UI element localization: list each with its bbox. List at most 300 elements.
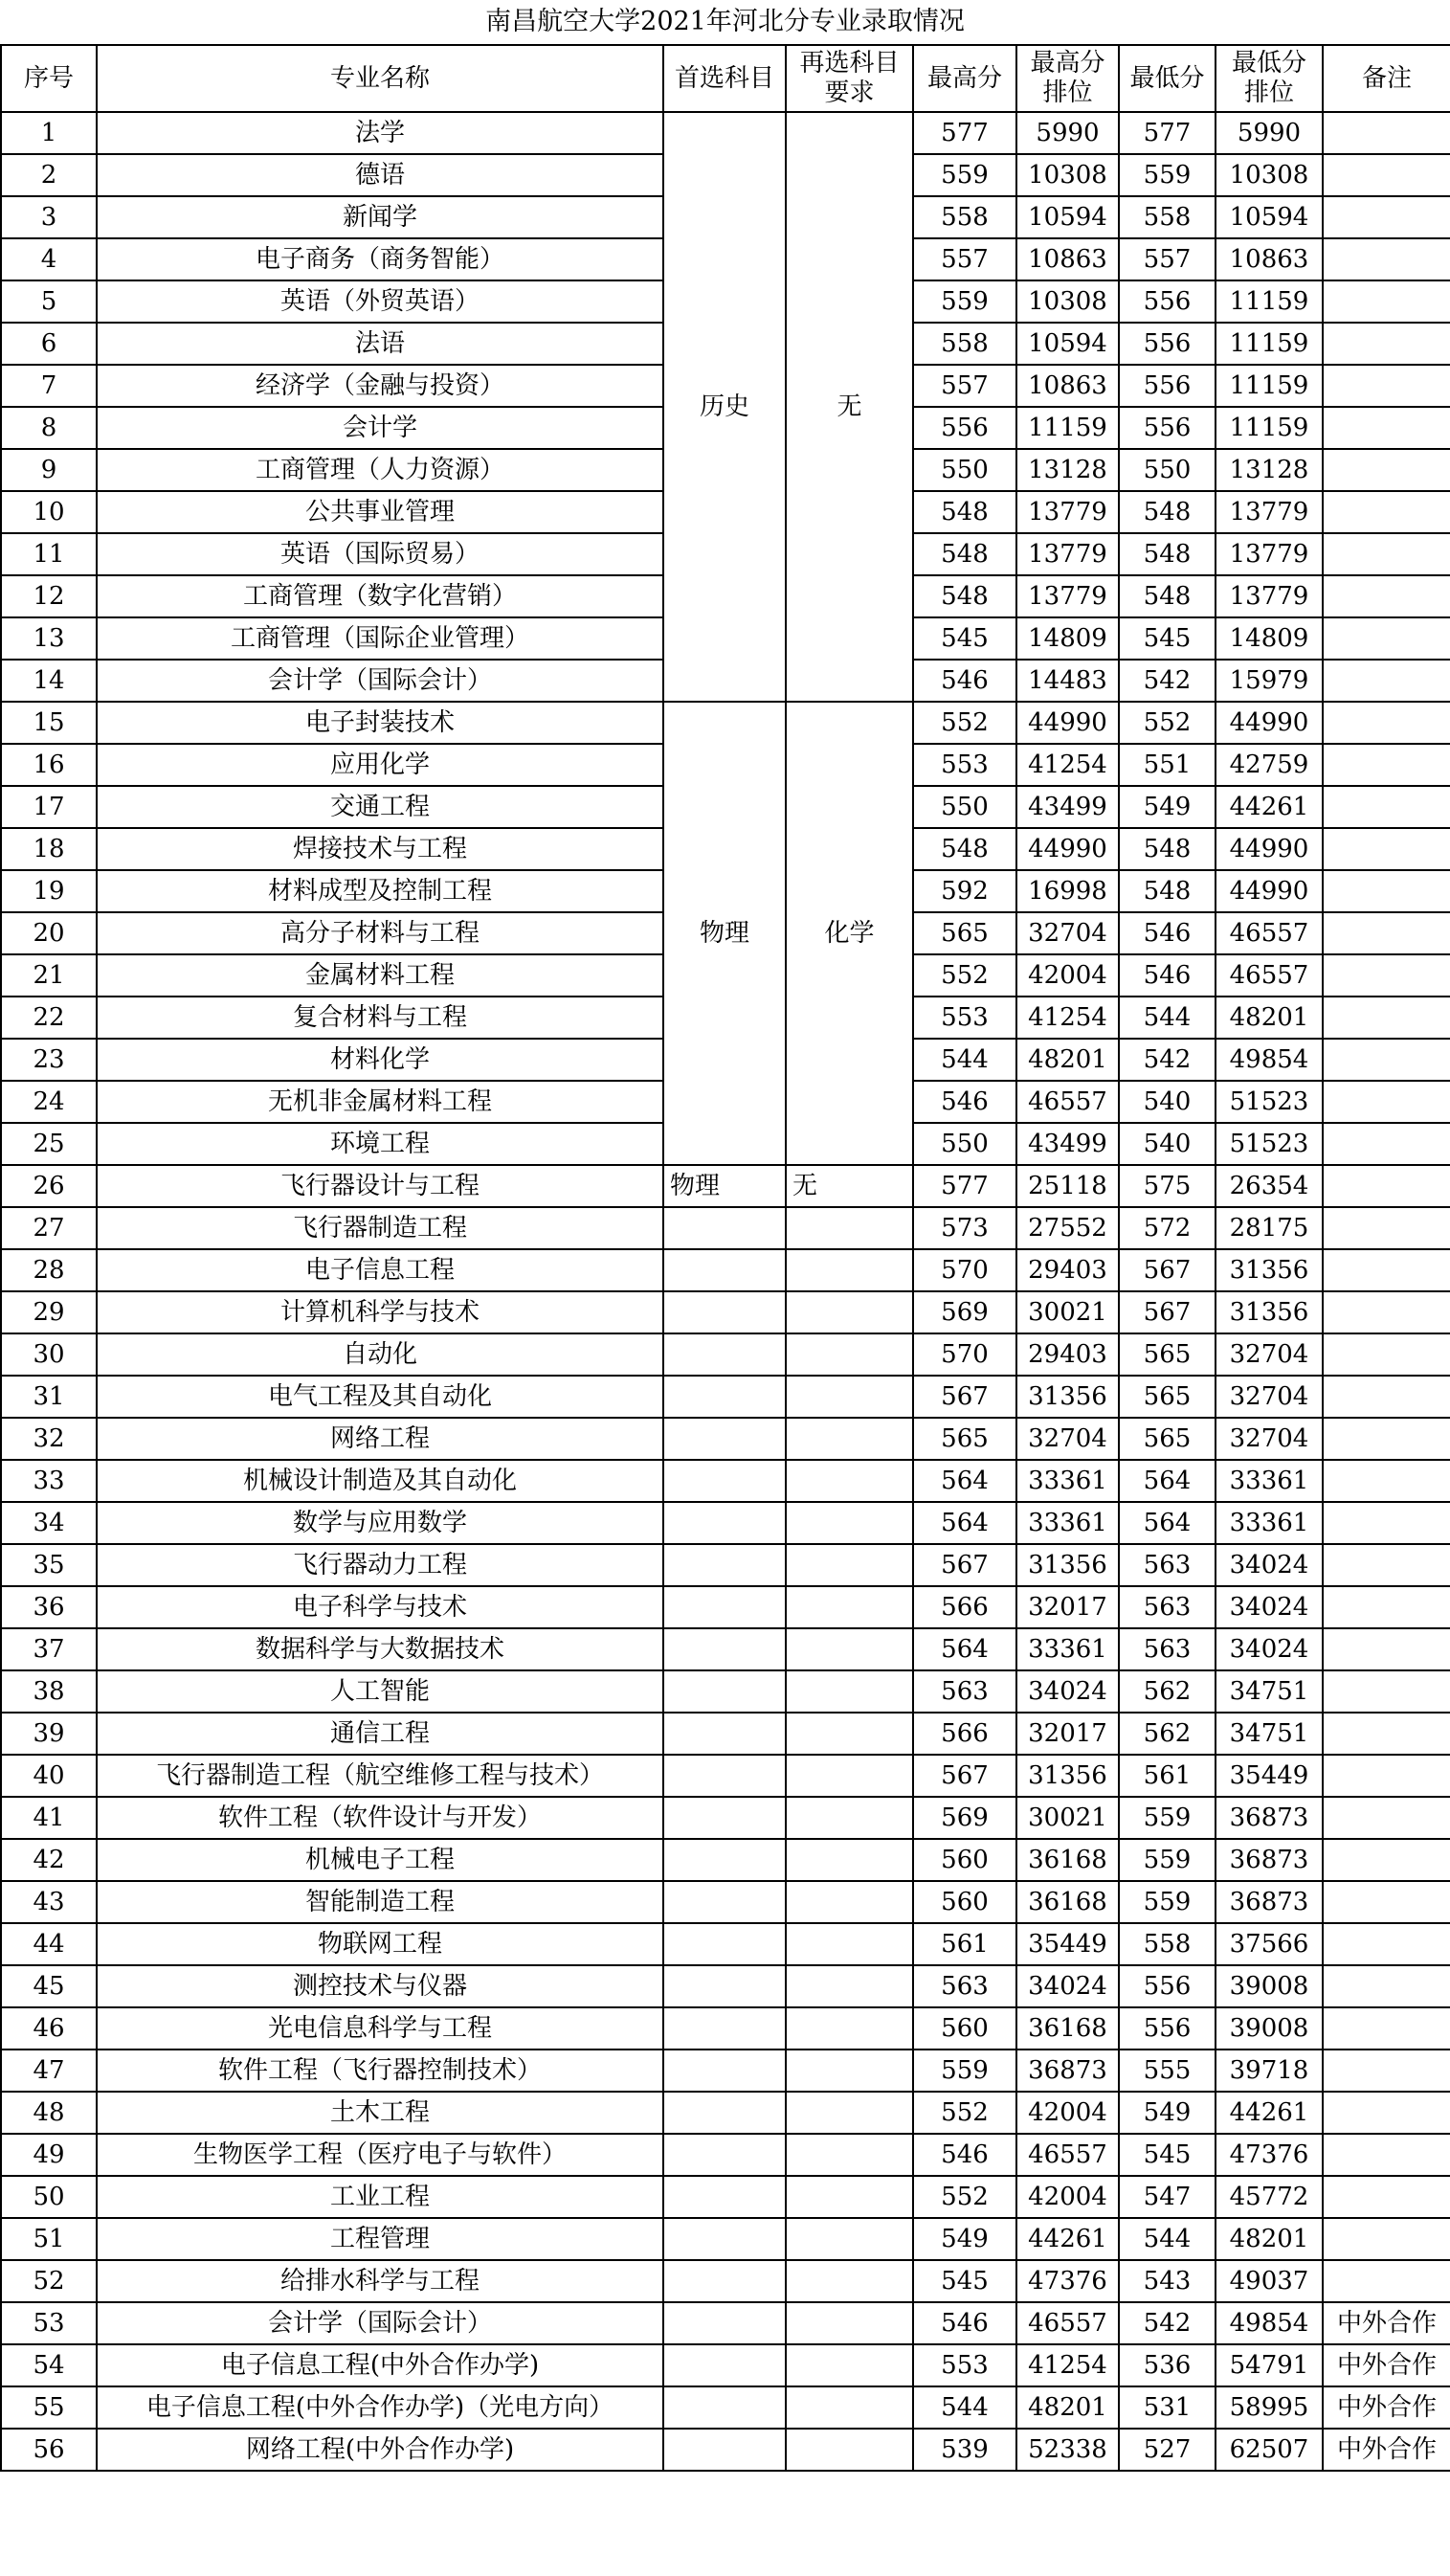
cell-min-score: 544	[1119, 997, 1216, 1039]
cell-first-subject	[663, 1670, 786, 1713]
cell-max-rank: 48201	[1016, 1039, 1119, 1081]
cell-max-score: 545	[913, 617, 1016, 660]
cell-min-score: 531	[1119, 2386, 1216, 2429]
cell-second-subject	[786, 2050, 913, 2092]
cell-max-rank: 36873	[1016, 2050, 1119, 2092]
cell-min-score: 549	[1119, 786, 1216, 828]
cell-first-subject	[663, 2176, 786, 2218]
cell-max-rank: 10863	[1016, 365, 1119, 407]
cell-note	[1323, 744, 1450, 786]
table-row	[1, 1713, 1450, 1755]
cell-min-rank: 34751	[1216, 1713, 1323, 1755]
cell-max-score: 563	[913, 1965, 1016, 2007]
cell-max-score: 577	[913, 1165, 1016, 1207]
cell-min-rank: 13779	[1216, 533, 1323, 575]
table-row	[1, 2429, 1450, 2471]
cell-no: 4	[1, 238, 97, 280]
cell-major: 机械设计制造及其自动化	[97, 1460, 663, 1502]
cell-max-rank: 29403	[1016, 1249, 1119, 1291]
cell-max-rank: 10308	[1016, 280, 1119, 323]
cell-max-score: 559	[913, 2050, 1016, 2092]
cell-min-score: 563	[1119, 1544, 1216, 1586]
cell-max-rank: 44261	[1016, 2218, 1119, 2260]
cell-max-rank: 44990	[1016, 828, 1119, 870]
table-row	[1, 1923, 1450, 1965]
cell-note	[1323, 112, 1450, 154]
cell-max-rank: 41254	[1016, 2344, 1119, 2386]
cell-max-rank: 42004	[1016, 2176, 1119, 2218]
cell-min-score: 548	[1119, 870, 1216, 912]
cell-major: 经济学（金融与投资）	[97, 365, 663, 407]
cell-no: 26	[1, 1165, 97, 1207]
cell-min-score: 557	[1119, 238, 1216, 280]
cell-note	[1323, 1713, 1450, 1755]
cell-min-rank: 34024	[1216, 1628, 1323, 1670]
cell-first-subject	[663, 2386, 786, 2429]
cell-major: 英语（外贸英语）	[97, 280, 663, 323]
cell-min-rank: 51523	[1216, 1123, 1323, 1165]
cell-no: 37	[1, 1628, 97, 1670]
cell-no: 38	[1, 1670, 97, 1713]
cell-major: 数据科学与大数据技术	[97, 1628, 663, 1670]
cell-no: 19	[1, 870, 97, 912]
cell-major: 电子封装技术	[97, 702, 663, 744]
cell-max-score: 550	[913, 449, 1016, 491]
cell-first-subject	[663, 2218, 786, 2260]
cell-max-rank: 31356	[1016, 1544, 1119, 1586]
cell-major: 会计学（国际会计）	[97, 2302, 663, 2344]
cell-max-rank: 32017	[1016, 1586, 1119, 1628]
cell-min-score: 558	[1119, 196, 1216, 238]
table-row	[1, 2386, 1450, 2429]
cell-min-rank: 54791	[1216, 2344, 1323, 2386]
cell-min-rank: 13128	[1216, 449, 1323, 491]
cell-major: 网络工程(中外合作办学)	[97, 2429, 663, 2471]
table-row	[1, 1797, 1450, 1839]
cell-note	[1323, 2092, 1450, 2134]
cell-max-score: 560	[913, 1839, 1016, 1881]
cell-note	[1323, 323, 1450, 365]
table-row	[1, 1670, 1450, 1713]
cell-max-rank: 10308	[1016, 154, 1119, 196]
cell-min-rank: 36873	[1216, 1797, 1323, 1839]
cell-note	[1323, 1249, 1450, 1291]
cell-note	[1323, 1965, 1450, 2007]
cell-max-score: 546	[913, 1081, 1016, 1123]
cell-min-score: 556	[1119, 365, 1216, 407]
cell-major: 软件工程（飞行器控制技术）	[97, 2050, 663, 2092]
cell-max-score: 570	[913, 1333, 1016, 1376]
cell-min-rank: 34024	[1216, 1544, 1323, 1586]
cell-max-score: 567	[913, 1544, 1016, 1586]
cell-first-subject: 物理	[663, 1165, 786, 1207]
cell-major: 人工智能	[97, 1670, 663, 1713]
cell-no: 47	[1, 2050, 97, 2092]
cell-min-rank: 11159	[1216, 407, 1323, 449]
table-row	[1, 2050, 1450, 2092]
cell-first-subject	[663, 1713, 786, 1755]
cell-major: 新闻学	[97, 196, 663, 238]
cell-min-rank: 49854	[1216, 2302, 1323, 2344]
cell-min-rank: 11159	[1216, 323, 1323, 365]
cell-second-subject	[786, 1333, 913, 1376]
cell-major: 法学	[97, 112, 663, 154]
cell-min-score: 552	[1119, 702, 1216, 744]
cell-note	[1323, 702, 1450, 744]
cell-min-rank: 45772	[1216, 2176, 1323, 2218]
cell-second-subject	[786, 2007, 913, 2050]
cell-min-rank: 15979	[1216, 660, 1323, 702]
cell-max-score: 539	[913, 2429, 1016, 2471]
cell-major: 应用化学	[97, 744, 663, 786]
cell-major: 机械电子工程	[97, 1839, 663, 1881]
cell-note	[1323, 2134, 1450, 2176]
cell-second-subject	[786, 2134, 913, 2176]
cell-min-score: 572	[1119, 1207, 1216, 1249]
table-row	[1, 1249, 1450, 1291]
table-row	[1, 1165, 1450, 1207]
cell-first-subject	[663, 1249, 786, 1291]
table-row	[1, 1881, 1450, 1923]
cell-max-rank: 47376	[1016, 2260, 1119, 2302]
cell-min-score: 540	[1119, 1123, 1216, 1165]
cell-second-subject	[786, 1249, 913, 1291]
table-row	[1, 702, 1450, 744]
cell-major: 飞行器设计与工程	[97, 1165, 663, 1207]
cell-note	[1323, 407, 1450, 449]
cell-max-rank: 5990	[1016, 112, 1119, 154]
cell-min-score: 556	[1119, 323, 1216, 365]
cell-first-subject	[663, 1797, 786, 1839]
cell-note	[1323, 1839, 1450, 1881]
cell-min-score: 542	[1119, 660, 1216, 702]
cell-no: 10	[1, 491, 97, 533]
cell-no: 20	[1, 912, 97, 954]
cell-no: 50	[1, 2176, 97, 2218]
cell-major: 高分子材料与工程	[97, 912, 663, 954]
cell-no: 33	[1, 1460, 97, 1502]
cell-max-rank: 42004	[1016, 954, 1119, 997]
cell-max-rank: 30021	[1016, 1797, 1119, 1839]
cell-min-score: 577	[1119, 112, 1216, 154]
cell-first-subject	[663, 2134, 786, 2176]
cell-no: 28	[1, 1249, 97, 1291]
cell-min-rank: 31356	[1216, 1249, 1323, 1291]
cell-note	[1323, 154, 1450, 196]
cell-min-score: 549	[1119, 2092, 1216, 2134]
cell-first-subject	[663, 1628, 786, 1670]
cell-max-score: 544	[913, 2386, 1016, 2429]
cell-max-rank: 32017	[1016, 1713, 1119, 1755]
cell-no: 22	[1, 997, 97, 1039]
header-cell-second-subject: 再选科目 要求	[786, 45, 913, 112]
cell-min-rank: 48201	[1216, 997, 1323, 1039]
cell-major: 焊接技术与工程	[97, 828, 663, 870]
cell-first-subject	[663, 1460, 786, 1502]
cell-no: 46	[1, 2007, 97, 2050]
cell-min-score: 563	[1119, 1586, 1216, 1628]
cell-no: 2	[1, 154, 97, 196]
cell-max-score: 559	[913, 280, 1016, 323]
cell-major: 工商管理（数字化营销）	[97, 575, 663, 617]
cell-major: 电子信息工程	[97, 1249, 663, 1291]
header-row	[1, 45, 1450, 112]
cell-min-rank: 37566	[1216, 1923, 1323, 1965]
cell-no: 29	[1, 1291, 97, 1333]
cell-major: 生物医学工程（医疗电子与软件）	[97, 2134, 663, 2176]
cell-first-subject	[663, 1502, 786, 1544]
table-row	[1, 2302, 1450, 2344]
cell-note	[1323, 1291, 1450, 1333]
cell-major: 交通工程	[97, 786, 663, 828]
cell-max-score: 565	[913, 912, 1016, 954]
cell-min-rank: 46557	[1216, 954, 1323, 997]
cell-second-subject	[786, 2260, 913, 2302]
cell-major: 飞行器制造工程（航空维修工程与技术）	[97, 1755, 663, 1797]
cell-min-score: 546	[1119, 954, 1216, 997]
cell-first-subject: 历史	[663, 112, 786, 702]
cell-second-subject	[786, 1755, 913, 1797]
cell-min-score: 565	[1119, 1376, 1216, 1418]
cell-major: 土木工程	[97, 2092, 663, 2134]
cell-max-rank: 14809	[1016, 617, 1119, 660]
cell-note	[1323, 617, 1450, 660]
cell-min-rank: 36873	[1216, 1881, 1323, 1923]
cell-max-rank: 35449	[1016, 1923, 1119, 1965]
cell-min-rank: 62507	[1216, 2429, 1323, 2471]
cell-no: 52	[1, 2260, 97, 2302]
cell-min-rank: 46557	[1216, 912, 1323, 954]
cell-max-score: 546	[913, 660, 1016, 702]
cell-major: 会计学	[97, 407, 663, 449]
cell-min-score: 565	[1119, 1418, 1216, 1460]
cell-second-subject	[786, 1460, 913, 1502]
cell-min-rank: 49854	[1216, 1039, 1323, 1081]
cell-min-score: 556	[1119, 2007, 1216, 2050]
cell-second-subject	[786, 1586, 913, 1628]
cell-max-rank: 13779	[1016, 533, 1119, 575]
cell-min-score: 545	[1119, 2134, 1216, 2176]
cell-min-score: 564	[1119, 1502, 1216, 1544]
cell-no: 14	[1, 660, 97, 702]
cell-max-score: 564	[913, 1628, 1016, 1670]
cell-min-rank: 13779	[1216, 575, 1323, 617]
cell-min-score: 548	[1119, 828, 1216, 870]
cell-major: 英语（国际贸易）	[97, 533, 663, 575]
cell-note	[1323, 575, 1450, 617]
cell-max-rank: 16998	[1016, 870, 1119, 912]
cell-no: 31	[1, 1376, 97, 1418]
cell-no: 49	[1, 2134, 97, 2176]
cell-no: 6	[1, 323, 97, 365]
cell-note	[1323, 1418, 1450, 1460]
cell-no: 30	[1, 1333, 97, 1376]
cell-note	[1323, 786, 1450, 828]
cell-min-score: 548	[1119, 491, 1216, 533]
cell-max-rank: 52338	[1016, 2429, 1119, 2471]
cell-no: 24	[1, 1081, 97, 1123]
cell-min-score: 563	[1119, 1628, 1216, 1670]
cell-min-rank: 11159	[1216, 280, 1323, 323]
cell-max-score: 553	[913, 744, 1016, 786]
cell-no: 53	[1, 2302, 97, 2344]
cell-note	[1323, 1081, 1450, 1123]
cell-no: 13	[1, 617, 97, 660]
header-cell-first-subject: 首选科目	[663, 45, 786, 112]
cell-min-score: 527	[1119, 2429, 1216, 2471]
cell-note: 中外合作	[1323, 2344, 1450, 2386]
cell-max-score: 544	[913, 1039, 1016, 1081]
cell-major: 德语	[97, 154, 663, 196]
cell-min-score: 558	[1119, 1923, 1216, 1965]
cell-no: 44	[1, 1923, 97, 1965]
sheet-title: 南昌航空大学2021年河北分专业录取情况	[485, 7, 965, 36]
cell-min-score: 550	[1119, 449, 1216, 491]
cell-min-rank: 44990	[1216, 702, 1323, 744]
cell-first-subject	[663, 1586, 786, 1628]
cell-max-rank: 11159	[1016, 407, 1119, 449]
cell-note	[1323, 2260, 1450, 2302]
cell-second-subject	[786, 1670, 913, 1713]
cell-no: 34	[1, 1502, 97, 1544]
cell-min-rank: 35449	[1216, 1755, 1323, 1797]
cell-no: 1	[1, 112, 97, 154]
cell-note	[1323, 1333, 1450, 1376]
cell-note	[1323, 491, 1450, 533]
cell-no: 11	[1, 533, 97, 575]
cell-min-score: 556	[1119, 280, 1216, 323]
cell-max-score: 566	[913, 1713, 1016, 1755]
cell-second-subject	[786, 2218, 913, 2260]
cell-note	[1323, 1376, 1450, 1418]
cell-min-rank: 44990	[1216, 828, 1323, 870]
cell-max-score: 557	[913, 365, 1016, 407]
cell-min-rank: 32704	[1216, 1333, 1323, 1376]
cell-min-rank: 11159	[1216, 365, 1323, 407]
cell-note	[1323, 828, 1450, 870]
cell-major: 会计学（国际会计）	[97, 660, 663, 702]
cell-major: 复合材料与工程	[97, 997, 663, 1039]
cell-no: 51	[1, 2218, 97, 2260]
cell-major: 金属材料工程	[97, 954, 663, 997]
header-cell-no: 序号	[1, 45, 97, 112]
cell-major: 电子信息工程(中外合作办学)	[97, 2344, 663, 2386]
cell-major: 电子科学与技术	[97, 1586, 663, 1628]
cell-max-score: 548	[913, 575, 1016, 617]
cell-min-score: 559	[1119, 1839, 1216, 1881]
table-row	[1, 1502, 1450, 1544]
cell-max-score: 558	[913, 196, 1016, 238]
cell-first-subject	[663, 1376, 786, 1418]
cell-note: 中外合作	[1323, 2386, 1450, 2429]
cell-second-subject	[786, 2429, 913, 2471]
cell-second-subject	[786, 1207, 913, 1249]
cell-major: 环境工程	[97, 1123, 663, 1165]
cell-max-score: 559	[913, 154, 1016, 196]
cell-second-subject	[786, 1544, 913, 1586]
cell-no: 12	[1, 575, 97, 617]
cell-no: 25	[1, 1123, 97, 1165]
cell-max-rank: 44990	[1016, 702, 1119, 744]
table-body	[1, 112, 1450, 2471]
cell-no: 45	[1, 1965, 97, 2007]
cell-note	[1323, 912, 1450, 954]
cell-max-score: 546	[913, 2302, 1016, 2344]
cell-min-score: 556	[1119, 1965, 1216, 2007]
cell-note	[1323, 1460, 1450, 1502]
cell-major: 测控技术与仪器	[97, 1965, 663, 2007]
cell-no: 36	[1, 1586, 97, 1628]
cell-major: 计算机科学与技术	[97, 1291, 663, 1333]
header-cell-note: 备注	[1323, 45, 1450, 112]
cell-second-subject	[786, 2092, 913, 2134]
table-row	[1, 1755, 1450, 1797]
table-row	[1, 1333, 1450, 1376]
cell-min-rank: 34024	[1216, 1586, 1323, 1628]
cell-note	[1323, 1207, 1450, 1249]
cell-no: 48	[1, 2092, 97, 2134]
cell-max-score: 567	[913, 1755, 1016, 1797]
cell-max-rank: 34024	[1016, 1965, 1119, 2007]
cell-first-subject	[663, 1839, 786, 1881]
cell-note	[1323, 1502, 1450, 1544]
cell-min-rank: 14809	[1216, 617, 1323, 660]
cell-no: 15	[1, 702, 97, 744]
cell-note	[1323, 2176, 1450, 2218]
cell-min-score: 542	[1119, 2302, 1216, 2344]
cell-max-rank: 30021	[1016, 1291, 1119, 1333]
cell-note	[1323, 1544, 1450, 1586]
cell-note	[1323, 1755, 1450, 1797]
cell-second-subject	[786, 1881, 913, 1923]
cell-min-score: 546	[1119, 912, 1216, 954]
cell-min-rank: 48201	[1216, 2218, 1323, 2260]
cell-max-rank: 33361	[1016, 1460, 1119, 1502]
cell-min-score: 567	[1119, 1291, 1216, 1333]
cell-first-subject	[663, 2260, 786, 2302]
cell-min-rank: 44261	[1216, 2092, 1323, 2134]
cell-major: 飞行器制造工程	[97, 1207, 663, 1249]
cell-first-subject	[663, 2092, 786, 2134]
cell-max-rank: 13779	[1016, 491, 1119, 533]
cell-major: 给排水科学与工程	[97, 2260, 663, 2302]
table-row	[1, 2134, 1450, 2176]
table-row	[1, 2007, 1450, 2050]
cell-major: 工程管理	[97, 2218, 663, 2260]
cell-major: 通信工程	[97, 1713, 663, 1755]
cell-max-rank: 46557	[1016, 2302, 1119, 2344]
cell-first-subject	[663, 2302, 786, 2344]
cell-max-rank: 43499	[1016, 1123, 1119, 1165]
cell-note	[1323, 449, 1450, 491]
cell-no: 16	[1, 744, 97, 786]
cell-max-rank: 31356	[1016, 1755, 1119, 1797]
cell-max-rank: 46557	[1016, 2134, 1119, 2176]
cell-max-score: 567	[913, 1376, 1016, 1418]
cell-min-rank: 5990	[1216, 112, 1323, 154]
header-cell-min-score: 最低分	[1119, 45, 1216, 112]
cell-major: 无机非金属材料工程	[97, 1081, 663, 1123]
cell-first-subject	[663, 2007, 786, 2050]
cell-max-rank: 13128	[1016, 449, 1119, 491]
header-cell-min-rank: 最低分 排位	[1216, 45, 1323, 112]
cell-note	[1323, 365, 1450, 407]
cell-first-subject	[663, 1207, 786, 1249]
cell-major: 数学与应用数学	[97, 1502, 663, 1544]
cell-min-score: 567	[1119, 1249, 1216, 1291]
cell-major: 材料化学	[97, 1039, 663, 1081]
cell-min-rank: 42759	[1216, 744, 1323, 786]
